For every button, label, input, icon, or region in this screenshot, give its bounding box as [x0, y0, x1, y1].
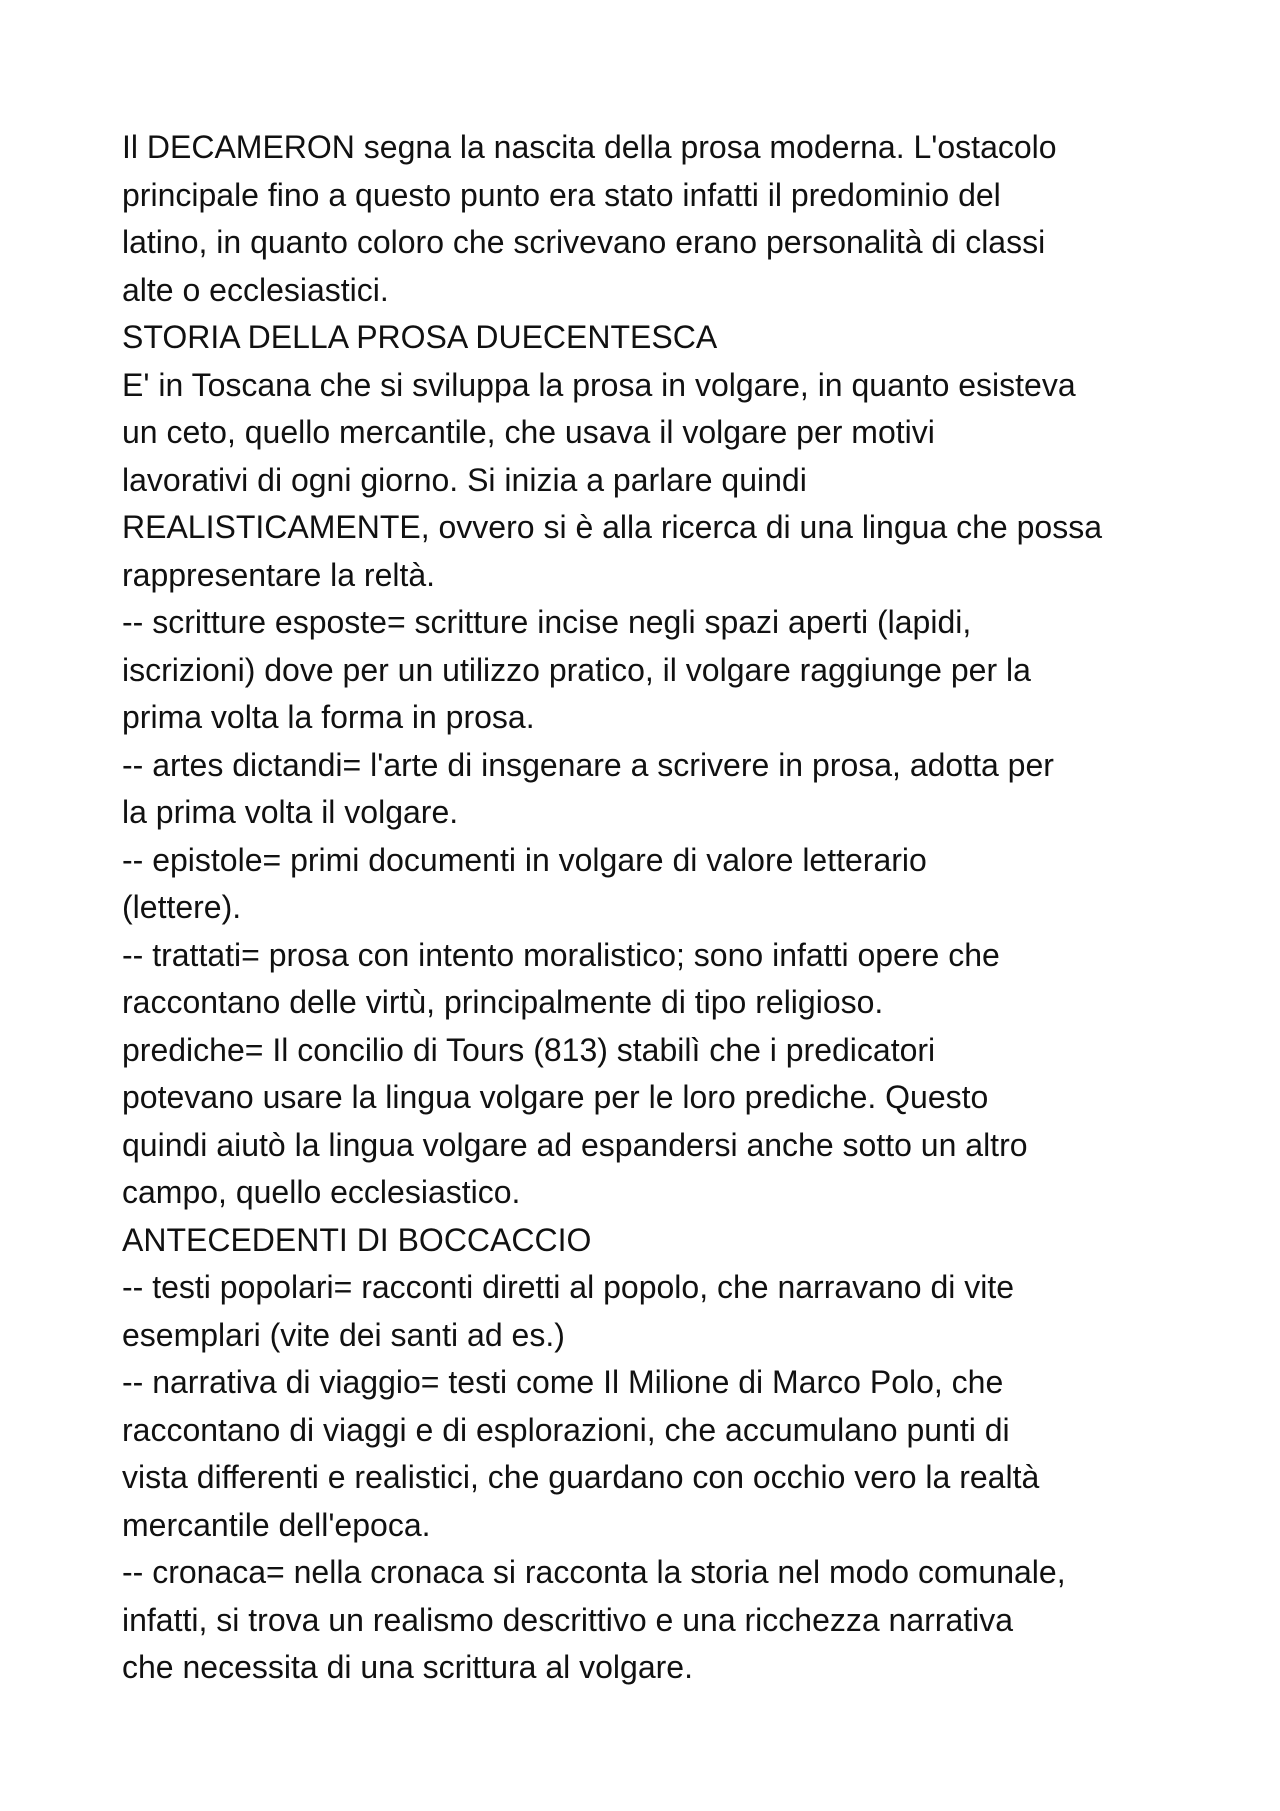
text-line: iscrizioni) dove per un utilizzo pratico, il volgare raggiunge per la	[122, 651, 1031, 688]
text-line: raccontano delle virtù, principalmente di tipo religioso.	[122, 984, 884, 1020]
text-line: (lettere).	[122, 889, 242, 925]
list-item-line: -- scritture esposte= scritture incise negli spazi aperti (lapidi,	[122, 604, 972, 640]
text-line: mercantile dell'epoca.	[122, 1506, 431, 1543]
text-line: prima volta la forma in prosa.	[122, 699, 535, 735]
text-line: potevano usare la lingua volgare per le loro prediche. Questo	[122, 1079, 989, 1115]
list-item-line: -- trattati= prosa con intento moralistico; sono infatti opere che	[122, 936, 1000, 973]
text-line: esemplari (vite dei santi ad es.)	[122, 1316, 565, 1353]
text-line: lavorativi di ogni giorno. Si inizia a parlare quindi	[122, 461, 807, 498]
text-line: rappresentare la reltà.	[122, 556, 436, 593]
text-line: un ceto, quello mercantile, che usava il volgare per motivi	[122, 414, 935, 450]
text-line: principale fino a questo punto era stato infatti il predominio del	[122, 176, 1001, 213]
list-item-line: -- narrativa di viaggio= testi come Il Milione di Marco Polo, che	[122, 1364, 1004, 1400]
text-line: latino, in quanto coloro che scrivevano erano personalità di classi	[122, 224, 1046, 260]
text-line: Il DECAMERON segna la nascita della prosa moderna. L'ostacolo	[122, 129, 1057, 165]
list-item-line: -- epistole= primi documenti in volgare di valore letterario	[122, 841, 927, 878]
text-line: infatti, si trova un realismo descrittivo e una ricchezza narrativa	[122, 1601, 1014, 1638]
text-line: vista differenti e realistici, che guardano con occhio vero la realtà	[122, 1459, 1040, 1495]
text-line: alte o ecclesiastici.	[122, 271, 389, 308]
text-line: campo, quello ecclesiastico.	[122, 1174, 521, 1210]
text-line: la prima volta il volgare.	[122, 794, 459, 830]
text-line: prediche= Il concilio di Tours (813) stabilì che i predicatori	[122, 1031, 936, 1068]
list-item-line: -- artes dictandi= l'arte di insgenare a scrivere in prosa, adotta per	[122, 746, 1054, 783]
list-item-line: -- cronaca= nella cronaca si racconta la storia nel modo comunale,	[122, 1554, 1066, 1590]
document-text	[122, 124, 1182, 1692]
list-item-line: -- testi popolari= racconti diretti al popolo, che narravano di vite	[122, 1269, 1015, 1305]
text-line: REALISTICAMENTE, ovvero si è alla ricerca di una lingua che possa	[122, 509, 1102, 545]
text-line: raccontano di viaggi e di esplorazioni, che accumulano punti di	[122, 1411, 1010, 1448]
text-line: che necessita di una scrittura al volgare.	[122, 1649, 693, 1685]
text-line: E' in Toscana che si sviluppa la prosa in volgare, in quanto esisteva	[122, 366, 1076, 403]
section-heading: ANTECEDENTI DI BOCCACCIO	[122, 1221, 592, 1258]
text-line: quindi aiutò la lingua volgare ad espandersi anche sotto un altro	[122, 1126, 1028, 1163]
section-heading: STORIA DELLA PROSA DUECENTESCA	[122, 319, 718, 355]
